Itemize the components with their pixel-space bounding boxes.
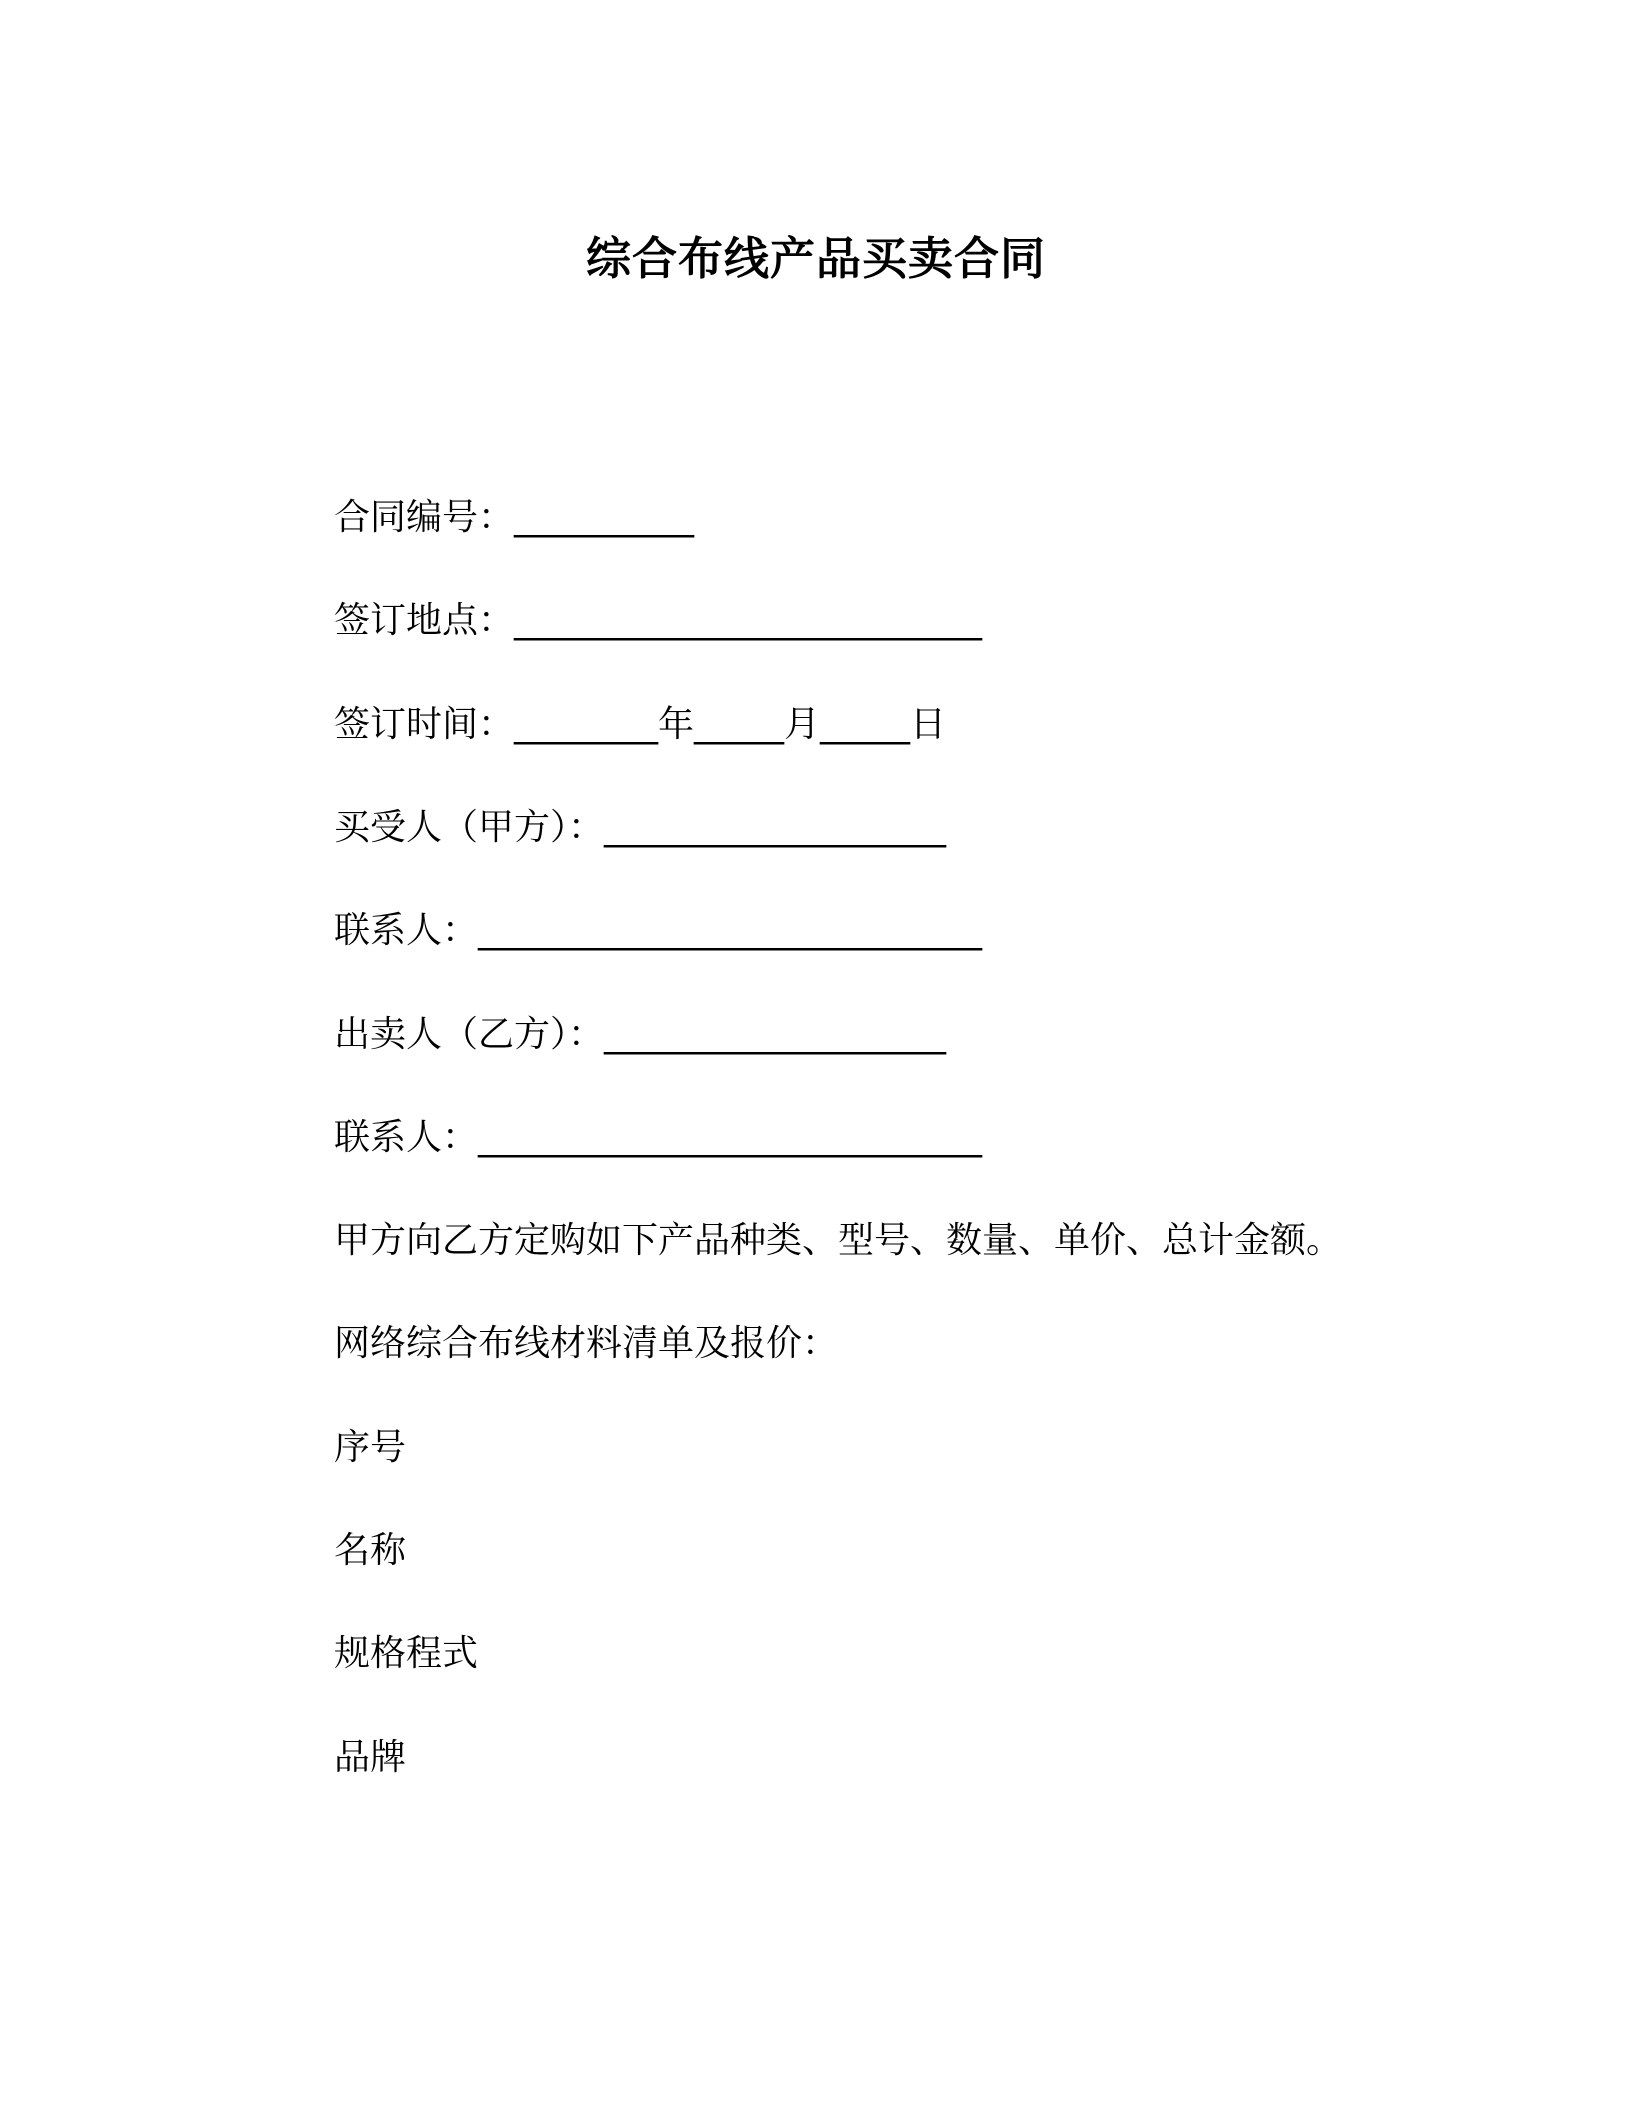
paragraph-order-statement: 甲方向乙方定购如下产品种类、型号、数量、单价、总计金额。 <box>334 1220 1343 1261</box>
field-blank: ___________________ <box>604 1014 947 1055</box>
paragraph-column-serial: 序号 <box>334 1427 407 1468</box>
field-seller-contact <box>334 1116 982 1160</box>
field-label: 签订时间： <box>334 704 515 745</box>
field-buyer-contact <box>334 909 982 953</box>
paragraph-material-list-heading: 网络综合布线材料清单及报价： <box>334 1323 839 1364</box>
field-label: 买受人（甲方）： <box>334 807 605 848</box>
document-title: 综合布线产品买卖合同 <box>585 232 1046 285</box>
paragraph-column-spec: 规格程式 <box>334 1633 479 1674</box>
field-seller <box>334 1013 946 1057</box>
paragraph-column-brand: 品牌 <box>334 1737 407 1778</box>
field-blank: ________年_____月_____日 <box>514 704 947 745</box>
field-blank: __________________________ <box>514 600 983 641</box>
field-buyer <box>334 806 946 850</box>
field-blank: __________ <box>514 497 695 538</box>
paragraph-column-name: 名称 <box>334 1530 407 1571</box>
field-label: 联系人： <box>334 1117 479 1158</box>
field-signing-place <box>334 599 982 643</box>
field-label: 联系人： <box>334 910 479 951</box>
field-label: 出卖人（乙方）： <box>334 1014 605 1055</box>
field-blank: ___________________ <box>604 807 947 848</box>
field-label: 签订地点： <box>334 600 515 641</box>
field-blank: ____________________________ <box>478 910 983 951</box>
field-label: 合同编号： <box>334 497 515 538</box>
field-contract-number <box>334 496 694 540</box>
field-blank: ____________________________ <box>478 1117 983 1158</box>
field-signing-date <box>334 703 946 747</box>
